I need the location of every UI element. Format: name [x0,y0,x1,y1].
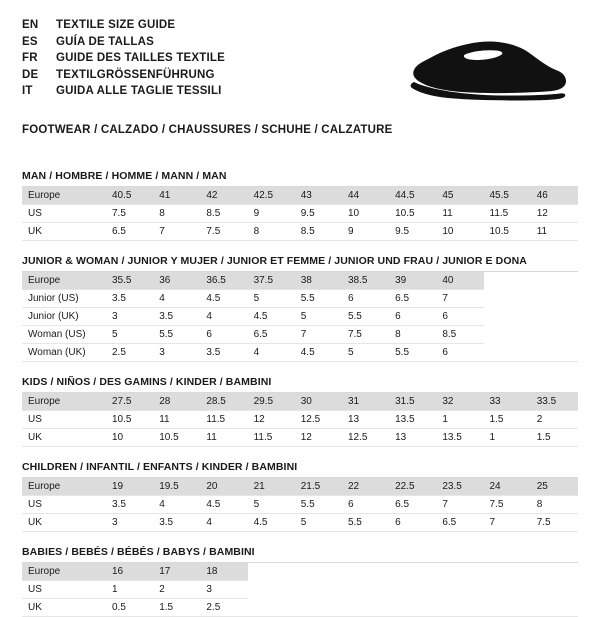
size-cell: 3.5 [153,308,200,326]
size-cell: 42.5 [248,187,295,205]
size-cell: 38 [295,272,342,290]
size-cell: 6.5 [106,223,153,241]
empty-cell [342,599,389,617]
size-section-title: JUNIOR & WOMAN / JUNIOR Y MUJER / JUNIOR ET FEMME / JUNIOR UND FRAU / JUNIOR E DONA [22,255,578,272]
table-row [22,563,578,581]
size-cell: 10.5 [484,223,531,241]
row-label: Europe [22,187,106,205]
size-cell: 8 [389,326,436,344]
size-cell: 2 [531,411,578,429]
table-row [22,429,578,447]
size-cell: 4 [153,290,200,308]
size-cell: 9 [248,205,295,223]
empty-cell [295,581,342,599]
language-row [22,51,225,67]
empty-cell [484,272,531,290]
size-cell: 10 [106,429,153,447]
size-cell: 22 [342,478,389,496]
size-cell: 6 [389,514,436,532]
size-cell: 23.5 [436,478,483,496]
row-label: Junior (UK) [22,308,106,326]
language-title: GUÍA DE TALLAS [56,35,154,48]
size-cell: 36.5 [200,272,247,290]
row-label: US [22,205,106,223]
size-cell: 45 [436,187,483,205]
size-cell: 4.5 [200,496,247,514]
size-cell: 3.5 [200,344,247,362]
size-section-title: CHILDREN / INFANTIL / ENFANTS / KINDER / BAMBINI [22,461,578,478]
size-cell: 25 [531,478,578,496]
language-title: TEXTILE SIZE GUIDE [56,19,176,31]
language-row [22,68,225,84]
size-cell: 13 [389,429,436,447]
size-section [22,255,578,362]
size-section [22,376,578,447]
size-section [22,546,578,617]
size-cell: 10.5 [106,411,153,429]
empty-cell [484,290,531,308]
size-cell: 3.5 [106,496,153,514]
size-cell: 7.5 [531,514,578,532]
table-row [22,272,578,290]
size-cell: 13.5 [389,411,436,429]
size-cell: 5 [106,326,153,344]
size-cell: 8.5 [295,223,342,241]
size-cell: 5 [295,514,342,532]
size-cell: 11 [531,223,578,241]
table-row [22,581,578,599]
size-cell: 10 [342,205,389,223]
size-cell: 6.5 [436,514,483,532]
size-cell: 4 [200,514,247,532]
size-cell: 11 [153,411,200,429]
size-cell: 5.5 [295,496,342,514]
size-cell: 1 [484,429,531,447]
size-cell: 5 [248,290,295,308]
empty-cell [484,344,531,362]
size-cell: 5.5 [389,344,436,362]
size-cell: 4.5 [295,344,342,362]
size-cell: 29.5 [248,393,295,411]
language-title: GUIDE DES TAILLES TEXTILE [56,52,225,64]
size-cell: 2.5 [200,599,247,617]
table-row [22,478,578,496]
table-row [22,223,578,241]
empty-cell [436,581,483,599]
empty-cell [389,563,436,581]
size-cell: 12 [531,205,578,223]
row-label: UK [22,514,106,532]
size-cell: 20 [200,478,247,496]
language-title-list [22,18,225,100]
size-cell: 4.5 [248,308,295,326]
row-label: Europe [22,272,106,290]
size-cell: 4.5 [200,290,247,308]
size-cell: 6.5 [248,326,295,344]
size-section-title: MAN / HOMBRE / HOMME / MANN / MAN [22,170,578,187]
size-cell: 3 [106,308,153,326]
empty-cell [436,599,483,617]
size-cell: 11.5 [200,411,247,429]
size-cell: 7.5 [484,496,531,514]
table-row [22,326,578,344]
size-cell: 12 [295,429,342,447]
size-cell: 7.5 [342,326,389,344]
size-cell: 3 [153,344,200,362]
size-cell: 33.5 [531,393,578,411]
size-cell: 3 [200,581,247,599]
language-code: DE [22,68,39,81]
language-code: FR [22,52,38,64]
empty-cell [531,599,578,617]
size-cell: 1.5 [484,411,531,429]
size-cell: 2.5 [106,344,153,362]
size-cell: 8.5 [200,205,247,223]
size-cell: 44.5 [389,187,436,205]
empty-cell [436,563,483,581]
empty-cell [531,344,578,362]
size-cell: 13.5 [436,429,483,447]
size-cell: 8 [153,205,200,223]
size-cell: 27.5 [106,393,153,411]
size-cell: 31 [342,393,389,411]
size-cell: 40 [436,272,483,290]
size-section [22,461,578,532]
empty-cell [484,563,531,581]
size-cell: 5.5 [153,326,200,344]
table-row [22,599,578,617]
size-cell: 5.5 [342,514,389,532]
size-cell: 11 [200,429,247,447]
empty-cell [484,599,531,617]
size-cell: 10.5 [153,429,200,447]
language-row [22,84,225,100]
size-cell: 4 [200,308,247,326]
language-code: IT [22,85,33,97]
empty-cell [342,581,389,599]
size-cell: 8 [248,223,295,241]
size-cell: 12.5 [295,411,342,429]
size-cell: 6 [342,290,389,308]
empty-cell [484,581,531,599]
size-table [22,272,578,362]
size-cell: 13 [342,411,389,429]
row-label: Woman (US) [22,326,106,344]
size-cell: 5 [342,344,389,362]
row-label: Europe [22,393,106,411]
size-cell: 22.5 [389,478,436,496]
size-cell: 42 [200,187,247,205]
size-cell: 7 [153,223,200,241]
language-code: EN [22,19,39,31]
size-cell: 0.5 [106,599,153,617]
size-cell: 9 [342,223,389,241]
empty-cell [389,599,436,617]
size-cell: 6 [436,344,483,362]
size-cell: 7 [295,326,342,344]
size-cell: 6.5 [389,496,436,514]
size-cell: 6 [200,326,247,344]
size-cell: 35.5 [106,272,153,290]
row-label: Europe [22,563,106,581]
size-cell: 10.5 [389,205,436,223]
empty-cell [531,563,578,581]
empty-cell [295,599,342,617]
language-row [22,18,225,34]
row-label: US [22,411,106,429]
size-cell: 9.5 [295,205,342,223]
table-row [22,290,578,308]
size-cell: 6 [389,308,436,326]
empty-cell [531,290,578,308]
empty-cell [531,326,578,344]
size-cell: 7.5 [106,205,153,223]
size-cell: 3 [106,514,153,532]
size-cell: 12.5 [342,429,389,447]
empty-cell [531,581,578,599]
empty-cell [531,308,578,326]
size-cell: 2 [153,581,200,599]
size-cell: 1 [436,411,483,429]
size-cell: 11 [436,205,483,223]
language-row [22,35,225,51]
size-cell: 4 [153,496,200,514]
language-title: GUIDA ALLE TAGLIE TESSILI [56,85,222,97]
size-table [22,187,578,241]
empty-cell [295,563,342,581]
size-cell: 6 [342,496,389,514]
size-cell: 5 [248,496,295,514]
size-cell: 45.5 [484,187,531,205]
size-cell: 32 [436,393,483,411]
table-row [22,344,578,362]
size-cell: 4.5 [248,514,295,532]
size-cell: 6 [436,308,483,326]
size-table [22,563,578,617]
size-cell: 7 [436,290,483,308]
size-cell: 1 [106,581,153,599]
size-cell: 3.5 [106,290,153,308]
size-table [22,478,578,532]
size-cell: 8 [531,496,578,514]
table-row [22,308,578,326]
size-cell: 24 [484,478,531,496]
empty-cell [484,308,531,326]
row-label: Woman (UK) [22,344,106,362]
size-cell: 5.5 [342,308,389,326]
size-cell: 36 [153,272,200,290]
size-cell: 19.5 [153,478,200,496]
table-row [22,411,578,429]
size-cell: 31.5 [389,393,436,411]
size-cell: 11.5 [248,429,295,447]
size-cell: 16 [106,563,153,581]
size-cell: 33 [484,393,531,411]
size-cell: 6.5 [389,290,436,308]
row-label: UK [22,223,106,241]
size-cell: 5.5 [295,290,342,308]
size-cell: 8.5 [436,326,483,344]
size-cell: 46 [531,187,578,205]
empty-cell [342,563,389,581]
size-cell: 7.5 [200,223,247,241]
size-section [22,170,578,241]
size-tables-container [22,170,578,617]
row-label: US [22,581,106,599]
size-cell: 1.5 [531,429,578,447]
size-cell: 3.5 [153,514,200,532]
size-cell: 19 [106,478,153,496]
size-cell: 7 [484,514,531,532]
row-label: Junior (US) [22,290,106,308]
empty-cell [531,272,578,290]
size-section-title: KIDS / NIÑOS / DES GAMINS / KINDER / BAMBINI [22,376,578,393]
document-subtitle: FOOTWEAR / CALZADO / CHAUSSURES / SCHUHE / CALZATURE [22,124,393,136]
size-cell: 11.5 [484,205,531,223]
document-header [22,18,578,110]
empty-cell [248,581,295,599]
table-row [22,393,578,411]
empty-cell [389,581,436,599]
size-cell: 41 [153,187,200,205]
row-label: UK [22,429,106,447]
size-cell: 5 [295,308,342,326]
size-cell: 21 [248,478,295,496]
size-cell: 38.5 [342,272,389,290]
size-cell: 4 [248,344,295,362]
language-code: ES [22,35,38,48]
size-cell: 39 [389,272,436,290]
size-cell: 43 [295,187,342,205]
size-cell: 9.5 [389,223,436,241]
size-cell: 12 [248,411,295,429]
size-section-title: BABIES / BEBÉS / BÉBÉS / BABYS / BAMBINI [22,546,578,563]
row-label: US [22,496,106,514]
size-cell: 28.5 [200,393,247,411]
size-cell: 17 [153,563,200,581]
size-cell: 37.5 [248,272,295,290]
size-cell: 18 [200,563,247,581]
table-row [22,187,578,205]
dress-shoe-icon [370,24,570,110]
table-row [22,205,578,223]
size-cell: 1.5 [153,599,200,617]
size-table [22,393,578,447]
size-cell: 10 [436,223,483,241]
size-cell: 40.5 [106,187,153,205]
language-title: TEXTILGRÖSSENFÜHRUNG [56,68,215,81]
size-cell: 30 [295,393,342,411]
size-cell: 7 [436,496,483,514]
row-label: Europe [22,478,106,496]
row-label: UK [22,599,106,617]
table-row [22,496,578,514]
size-cell: 44 [342,187,389,205]
empty-cell [484,326,531,344]
size-cell: 28 [153,393,200,411]
empty-cell [248,563,295,581]
size-cell: 21.5 [295,478,342,496]
table-row [22,514,578,532]
empty-cell [248,599,295,617]
